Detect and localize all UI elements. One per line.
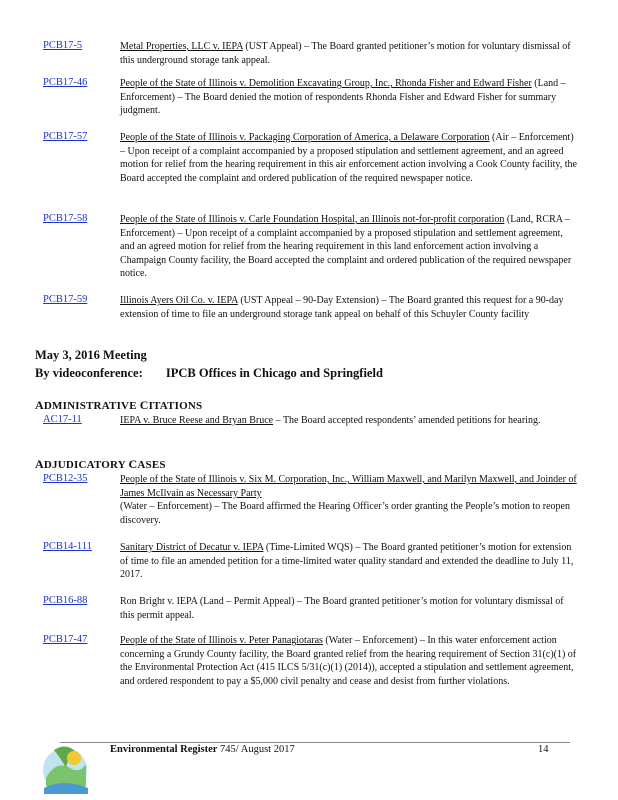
docket-link[interactable]: PCB14-111 [43, 541, 92, 552]
docket-link[interactable]: PCB17-59 [43, 294, 88, 305]
case-summary: (Time-Limited WQS) – The Board granted petitioner’s motion for extension of time to file an amended petition for a time-limited water quality standard and extended the deadline to July 11, 2017. [120, 542, 574, 581]
entry-text [120, 294, 578, 321]
case-title: Illinois Ayers Oil Co. v. IEPA [120, 295, 238, 306]
entry-text [120, 77, 578, 118]
entry-text [120, 541, 578, 582]
case-summary: Ron Bright v. IEPA (Land – Permit Appeal) – The Board granted petitioner’s motion for voluntary dismissal of this permit appeal. [120, 596, 564, 621]
case-title: People of the State of Illinois v. Peter Panagiotaras [120, 635, 323, 646]
docket-link[interactable]: PCB17-57 [43, 131, 88, 142]
entry-text [120, 634, 578, 688]
environmental-register-logo-icon [36, 738, 94, 796]
meeting-date: May 3, 2016 Meeting [35, 348, 147, 362]
case-title: People of the State of Illinois v. Six M. Corporation, Inc., William Maxwell, and Marilyn Maxwell, and Joinder of James McIlvain as Necessary Party [120, 474, 577, 499]
section-heading-adjudicatory-cases: ADJUDICATORY CASES [35, 457, 166, 471]
docket-link[interactable]: PCB16-88 [43, 595, 88, 606]
entry-text [120, 213, 578, 281]
page-number: 14 [538, 744, 549, 755]
case-summary: (Land, RCRA – Enforcement) – Upon receipt of a complaint accompanied by a proposed stipulation and settlement agreement, and an agreed motion for relief from the hearing requirement in this land enforcement action involving a Champaign County facility, the Board accepted the complaint and ordered publication of the required newspaper notice. [120, 214, 572, 280]
meeting-location-label: By videoconference: [35, 366, 143, 380]
docket-link[interactable]: PCB17-58 [43, 213, 88, 224]
meeting-location-value: IPCB Offices in Chicago and Springfield [165, 366, 383, 380]
entry-text [120, 40, 578, 67]
case-summary: (UST Appeal) – The Board granted petitioner’s motion for voluntary dismissal of this underground storage tank appeal. [120, 41, 571, 66]
footer-title: Environmental Register 745/ August 2017 [110, 744, 295, 755]
meeting-location [35, 366, 595, 381]
case-title: Sanitary District of Decatur v. IEPA [120, 542, 264, 553]
case-title: People of the State of Illinois v. Packaging Corporation of America, a Delaware Corporation [120, 132, 490, 143]
docket-link[interactable]: PCB17-47 [43, 634, 88, 645]
case-summary: (UST Appeal – 90-Day Extension) – The Board granted this request for a 90-day extension of time to file an underground storage tank appeal on behalf of this Schuyler County facility [120, 295, 564, 320]
case-title: People of the State of Illinois v. Carle Foundation Hospital, an Illinois not-for-profit corporation [120, 214, 505, 225]
entry-text [120, 131, 578, 185]
footer-divider [60, 742, 570, 743]
case-summary: (Water – Enforcement) – The Board affirmed the Hearing Officer’s order granting the People’s motion to reopen discovery. [120, 501, 570, 526]
docket-link[interactable]: PCB17-46 [43, 77, 88, 88]
entry-text [120, 414, 578, 428]
case-title: People of the State of Illinois v. Demolition Excavating Group, Inc., Rhonda Fisher and Edward Fisher [120, 78, 532, 89]
case-title: IEPA v. Bruce Reese and Bryan Bruce [120, 415, 274, 426]
section-heading-administrative-citations: ADMINISTRATIVE CITATIONS [35, 398, 203, 412]
case-title: Metal Properties, LLC v. IEPA [120, 41, 243, 52]
entry-text [120, 473, 578, 527]
docket-link[interactable]: PCB17-5 [43, 40, 83, 51]
case-summary: – The Board accepted respondents’ amended petitions for hearing. [273, 415, 541, 426]
docket-link[interactable]: PCB12-35 [43, 473, 88, 484]
docket-link[interactable]: AC17-11 [43, 414, 82, 425]
case-summary: (Air – Enforcement) – Upon receipt of a complaint accompanied by a proposed stipulation and settlement agreement, and an agreed motion for relief from the hearing requirement in this air enforcement action involving a Cook County facility, the Board accepted the complaint and ordered publication of the required newspaper notice. [120, 132, 577, 184]
entry-text [120, 595, 578, 622]
case-summary: (Land – Enforcement) – The Board denied the motion of respondents Rhonda Fisher and Edward Fisher for summary judgment. [120, 78, 566, 117]
case-summary: (Water – Enforcement) – In this water enforcement action concerning a Grundy County facility, the Board granted relief from the hearing requirement of Section 31(c)(1) of the Environmental Protection Act (415 ILCS 5/31(c)(1) (2014)), accepted a stipulation and settlement agreement, and ordered respondent to pay a $5,000 civil penalty and cease and desist from further violations. [120, 635, 577, 687]
